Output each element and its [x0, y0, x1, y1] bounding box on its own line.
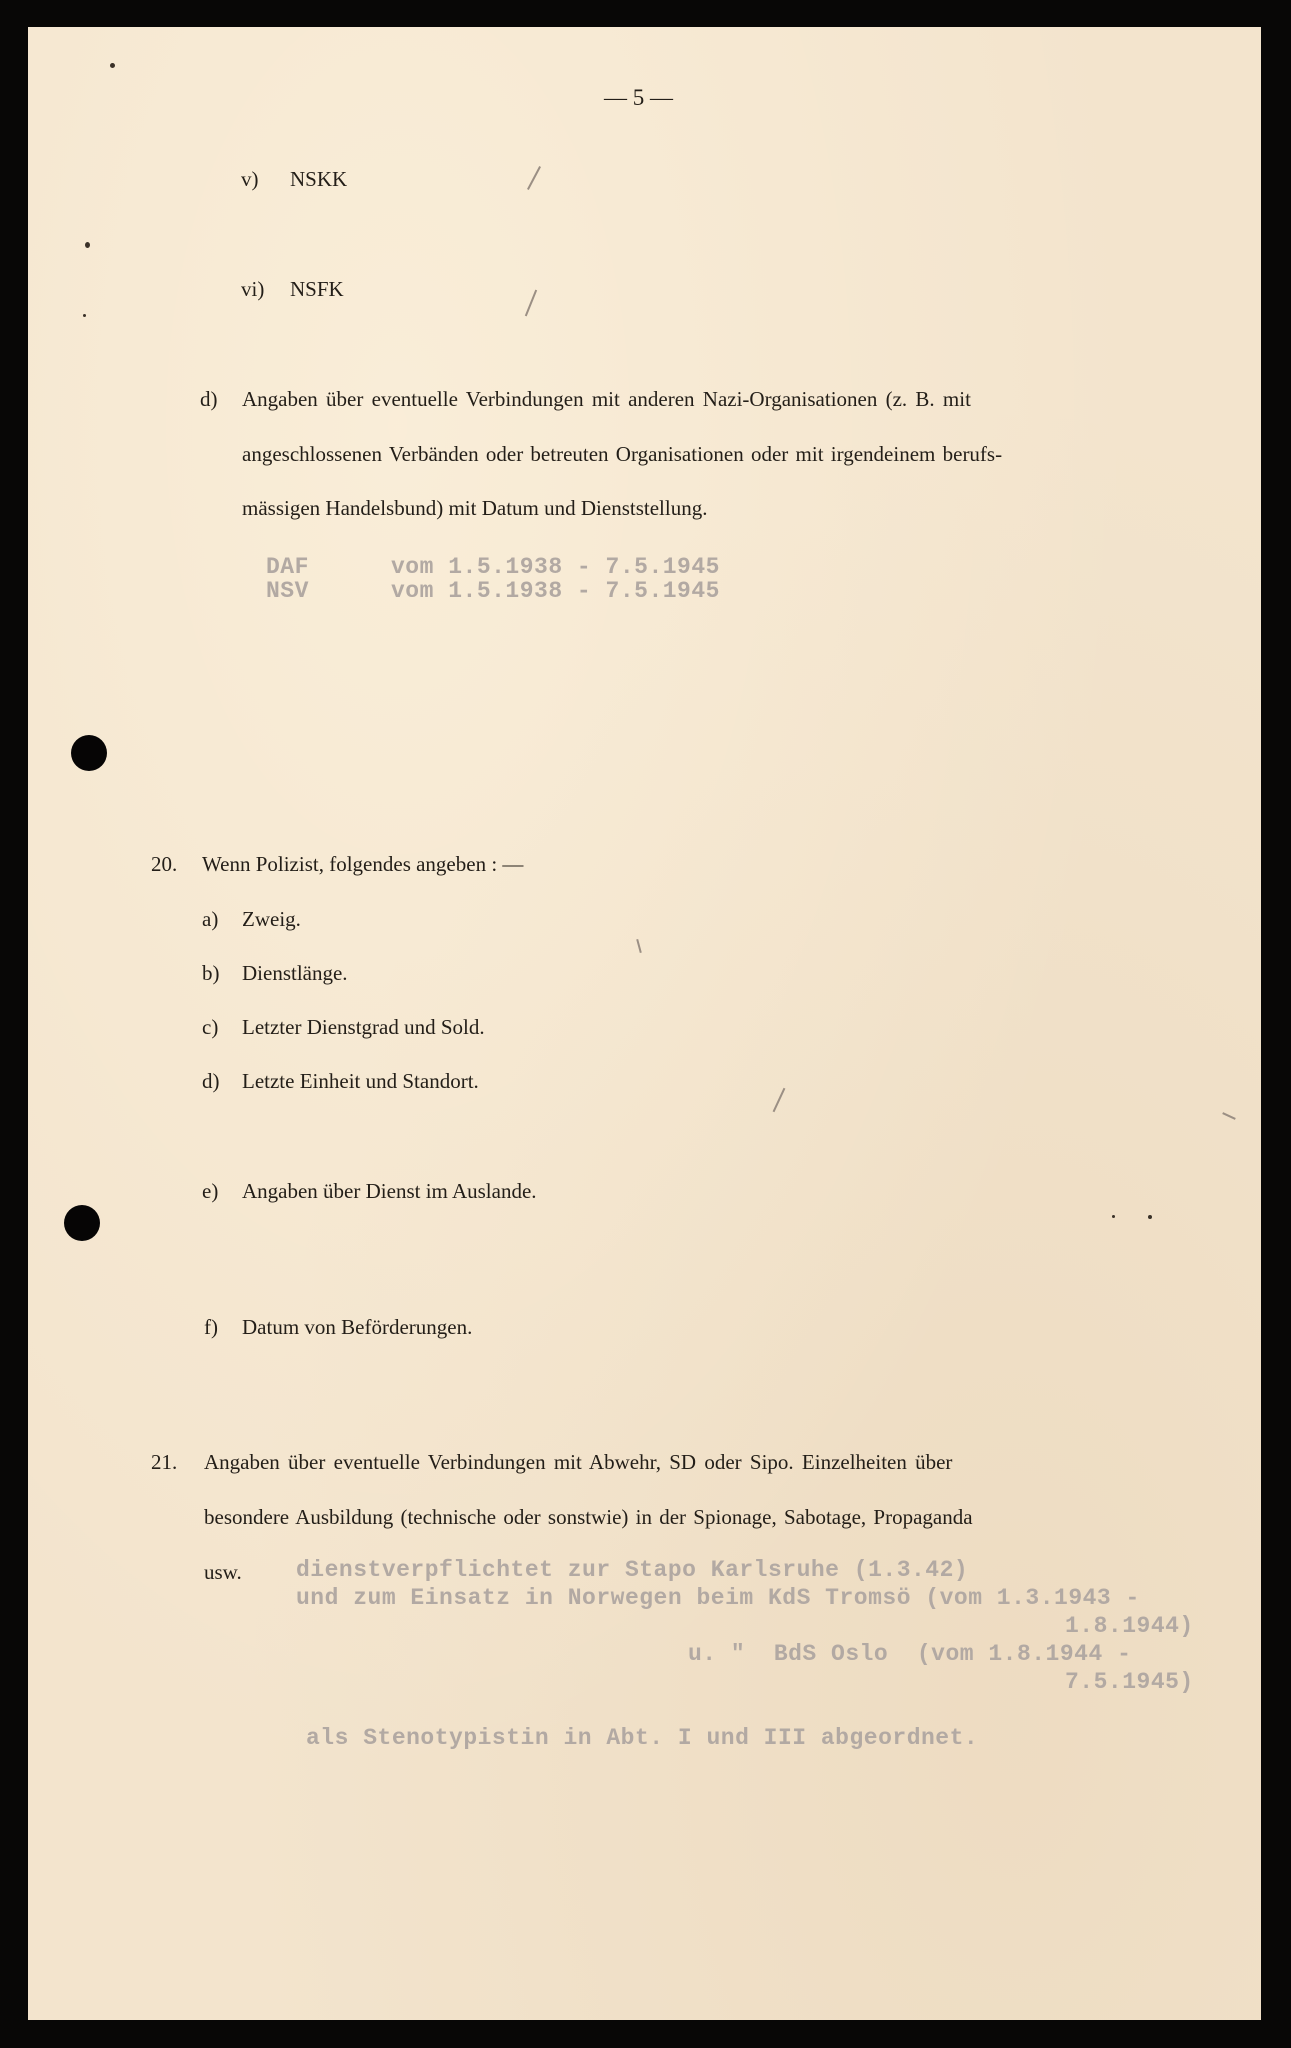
- item-label-vi: vi): [241, 277, 265, 301]
- speck: [110, 63, 115, 68]
- question-20-number: 20.: [151, 852, 178, 876]
- question-21-line-1: Angaben über eventuelle Verbindungen mit Abwehr, SD oder Sipo. Einzelheiten über: [204, 1450, 953, 1474]
- item-label-v: v): [241, 167, 259, 191]
- q20-text-e: Angaben über Dienst im Auslande.: [242, 1179, 537, 1203]
- item-text-nskk: NSKK: [290, 167, 348, 191]
- q20-text-f: Datum von Beförderungen.: [242, 1315, 473, 1339]
- typed-answer-line-4: u. " BdS Oslo (vom 1.8.1944 -: [688, 1641, 1132, 1667]
- punch-hole-top: [71, 735, 107, 771]
- q20-label-e: e): [202, 1179, 219, 1203]
- section-d-line-1: Angaben über eventuelle Verbindungen mit anderen Nazi-Organisationen (z. B. mit: [242, 387, 971, 411]
- q20-text-c: Letzter Dienstgrad und Sold.: [242, 1015, 485, 1039]
- question-21-line-3: usw.: [204, 1560, 242, 1584]
- pencil-check-mark: [525, 290, 537, 317]
- typed-answer-line-5: 7.5.1945): [1065, 1669, 1194, 1695]
- q20-label-d: d): [202, 1069, 220, 1093]
- q20-label-b: b): [202, 961, 220, 985]
- question-21-number: 21.: [151, 1450, 178, 1474]
- page-number: — 5 —: [604, 85, 673, 110]
- q20-label-c: c): [202, 1015, 219, 1039]
- section-d-label: d): [200, 387, 218, 411]
- section-d-line-3: mässigen Handelsbund) mit Datum und Dienststellung.: [242, 496, 708, 520]
- speck: [1148, 1215, 1152, 1219]
- pencil-check-mark: [527, 166, 541, 190]
- pencil-check-mark: [773, 1088, 786, 1112]
- punch-hole-bottom: [64, 1205, 100, 1241]
- q20-text-b: Dienstlänge.: [242, 961, 348, 985]
- speck: [1112, 1215, 1115, 1218]
- document-page: [28, 27, 1261, 2020]
- q20-label-f: f): [204, 1315, 218, 1339]
- q20-label-a: a): [202, 907, 219, 931]
- q20-text-d: Letzte Einheit und Standort.: [242, 1069, 479, 1093]
- q20-text-a: Zweig.: [242, 907, 301, 931]
- typed-org-daf: DAF: [266, 554, 309, 580]
- typed-dates-daf: vom 1.5.1938 - 7.5.1945: [391, 554, 720, 580]
- speck: [85, 242, 90, 248]
- question-21-line-2: besondere Ausbildung (technische oder sonstwie) in der Spionage, Sabotage, Propaganda: [204, 1505, 973, 1529]
- section-d-line-2: angeschlossenen Verbänden oder betreuten Organisationen oder mit irgendeinem berufs-: [242, 442, 1003, 466]
- speck: [83, 314, 86, 317]
- typed-dates-nsv: vom 1.5.1938 - 7.5.1945: [391, 578, 720, 604]
- typed-answer-line-2: und zum Einsatz in Norwegen beim KdS Tromsö (vom 1.3.1943 -: [296, 1585, 1140, 1611]
- pencil-tick: [636, 939, 642, 953]
- typed-answer-line-6: als Stenotypistin in Abt. I und III abgeordnet.: [306, 1725, 979, 1751]
- pencil-tick: [1222, 1112, 1236, 1120]
- item-text-nsfk: NSFK: [290, 277, 344, 301]
- typed-org-nsv: NSV: [266, 578, 309, 604]
- typed-answer-line-3: 1.8.1944): [1065, 1613, 1194, 1639]
- question-20-text: Wenn Polizist, folgendes angeben : —: [202, 852, 524, 876]
- typed-answer-line-1: dienstverpflichtet zur Stapo Karlsruhe (1.3.42): [296, 1557, 969, 1583]
